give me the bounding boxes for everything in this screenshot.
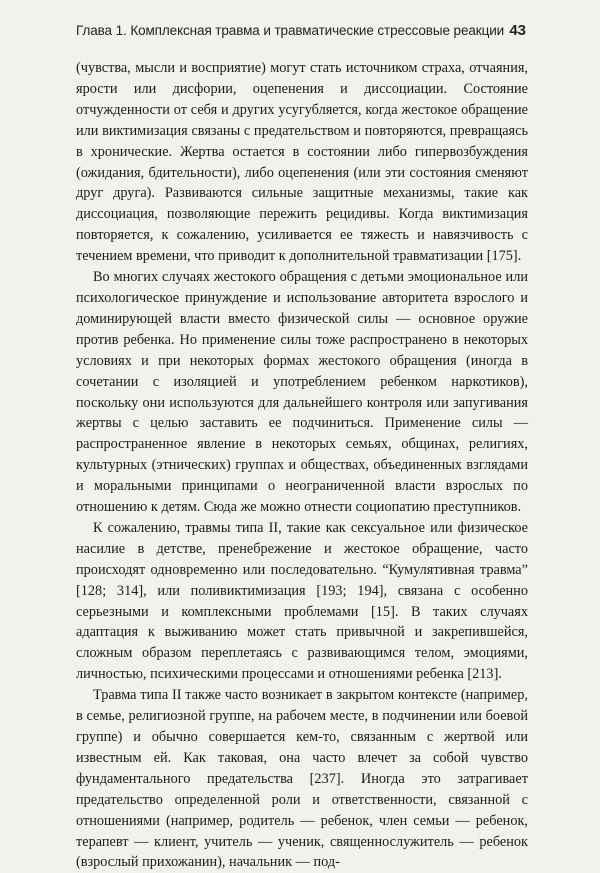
paragraph-4: Травма типа II также часто возникает в закрытом контексте (например, в семье, религиозной группе, на рабочем месте, в подчинении или боевой группе) и обычно совершается кем-то, связанным с жертвой или известным ей. Как таковая, она часто влечет за собой чувство фундаментального предательства [237]. Иногда это затрагивает предательство определенной роли и ответственности, связанной с отношениями (например, родитель — ребенок, член семьи — ребенок, терапевт — клиент, учитель — ученик, священнослужитель — ребенок (взрослый прихожанин), начальник — под- [76, 687, 528, 871]
paragraph-1: (чувства, мысли и восприятие) могут стать источником страха, отчаяния, ярости или дисфории, оцепенения и диссоциации. Состояние отчужденности от себя и других усугубляется, когда жестокое обращение или виктимизация связаны с предательством и повторяются, превращаясь в хронические. Жертва остается в состоянии либо гипервозбуждения (ожидания, бдительности), либо оцепенения (или эти состояния сменяют друг друга). Развиваются сильные защитные механизмы, такие как диссоциация, позволяющие пережить рецидивы. Когда виктимизация повторяется, к сожалению, усиливается ее тяжесть и навязчивость с течением времени, что приводит к дополнительной травматизации [175]. [76, 60, 528, 265]
paragraph-3: К сожалению, травмы типа II, такие как сексуальное или физическое насилие в детстве, пренебрежение и жестокое обращение, часто происходят одновременно или последовательно. “Кумулятивная травма” [128; 314], или поливиктимизация [193; 194], связана с особенно серьезными и комплексными проблемами [15]. В таких случаях адаптация к выживанию может стать привычной и закрепившейся, сложным образом переплетаясь с развивающимся телом, эмоциями, личностью, психическими процессами и отношениями ребенка [213]. [76, 519, 528, 683]
body-text [76, 58, 528, 873]
paragraph-2: Во многих случаях жестокого обращения с детьми эмоциональное или психологическое принуждение и использование авторитета взрослого и доминирующей власти вместо физической силы — основное оружие против ребенка. Но применение силы тоже распространено в некоторых условиях и при некоторых формах жестокого обращения (иногда в сочетании с изоляцией и употреблением ребенком наркотиков), поскольку они используются для дальнейшего контроля или запугивания жертвы с целью заставить ее подчиниться. Применение силы — распространенное явление в некоторых семьях, общинах, религиях, культурных (этнических) группах и обществах, объединенных взглядами и моральными принципами о неограниченной власти взрослых по отношению к детям. Сюда же можно отнести социопатию преступников. [76, 269, 528, 516]
page-header [76, 22, 526, 39]
page-number: 43 [509, 22, 526, 39]
running-head: Глава 1. Комплексная травма и травматические стрессовые реакции [76, 23, 505, 38]
